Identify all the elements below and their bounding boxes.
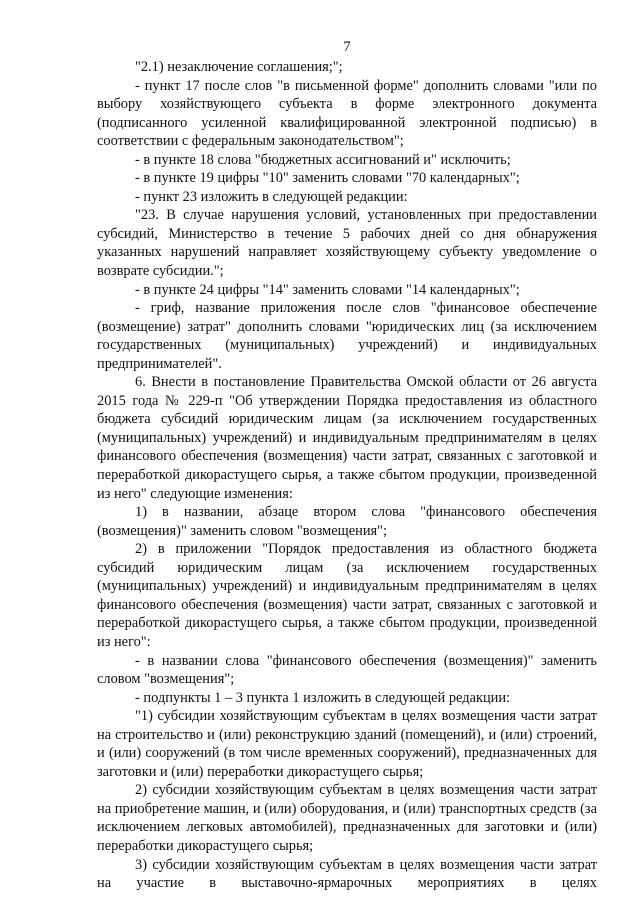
paragraph: - пункт 23 изложить в следующей редакции:: [135, 188, 408, 205]
paragraph: - в пункте 18 слова "бюджетных ассигнований и" исключить;: [135, 151, 511, 168]
paragraph: - в названии слова "финансового обеспечения (возмещения)" заменить словом "возмещения";: [97, 652, 597, 688]
paragraph: - подпункты 1 – 3 пункта 1 изложить в следующей редакции:: [135, 689, 511, 706]
paragraph: - в пункте 24 цифры "14" заменить словами "14 календарных";: [135, 281, 520, 298]
paragraph: - пункт 17 после слов "в письменной форме" дополнить словами "или по выбору хозяйствующего субъекта в форме электронного документа (подписанного усиленной квалифицированной электронной подписью) в соответствии с федеральным законодательством";: [97, 77, 597, 150]
paragraph: 3) субсидии хозяйствующим субъектам в целях возмещения части затрат на участие в выставочно-ярмарочных мероприятиях в целях: [97, 856, 597, 892]
paragraph: 6. Внести в постановление Правительства Омской области от 26 августа 2015 года № 229-п "Об утверждении Порядка предоставления из областного бюджета субсидий юридическим лицам (за исключением государственных (муниципальных) учреждений) и индивидуальным предпринимателям в целях финансового обеспечения (возмещения) части затрат, связанных с заготовкой и переработкой дикорастущего сырья, а также сбытом продукции, произведенной из него" следующие изменения:: [97, 374, 597, 502]
document-page: [97, 0, 597, 893]
paragraph: "2.1) незаключение соглашения;";: [135, 59, 343, 75]
paragraph: - в пункте 19 цифры "10" заменить словами "70 календарных";: [135, 170, 520, 187]
paragraph: - гриф, название приложения после слов "финансовое обеспечение (возмещение) затрат" дополнить словами "юридических лиц (за исключением государственных (муниципальных) учреждений) и индивидуальных предпринимателей".: [97, 300, 597, 372]
page-number: 7: [343, 39, 351, 55]
paragraph: 1) в названии, абзаце втором слова "финансового обеспечения (возмещения)" заменить словом "возмещения";: [97, 504, 597, 539]
paragraph: 2) в приложении "Порядок предоставления из областного бюджета субсидий юридическим лицам (за исключением государственных (муниципальных) учреждений) и индивидуальным предпринимателям в целях финансового обеспечения (возмещения) части затрат, связанных с заготовкой и переработкой дикорастущего сырья, а также сбытом продукции, произведенной из него":: [97, 541, 597, 650]
paragraph: "1) субсидии хозяйствующим субъектам в целях возмещения части затрат на строительство и (или) реконструкцию зданий (помещений), и (или) строений, и (или) сооружений (в том числе временных сооружений), предназначенных для заготовки и (или) переработки дикорастущего сырья;: [97, 708, 597, 780]
paragraph: 2) субсидии хозяйствующим субъектам в целях возмещения части затрат на приобретение машин, и (или) оборудования, и (или) транспортных средств (за исключением легковых автомобилей), предназначенных для заготовки и (или) переработки дикорастущего сырья;: [97, 782, 597, 854]
paragraph: "23. В случае нарушения условий, установленных при предоставлении субсидий, Министерство в течение 5 рабочих дней со дня обнаружения указанных нарушений направляет хозяйствующему субъекту уведомление о возврате субсидии.";: [97, 207, 597, 280]
